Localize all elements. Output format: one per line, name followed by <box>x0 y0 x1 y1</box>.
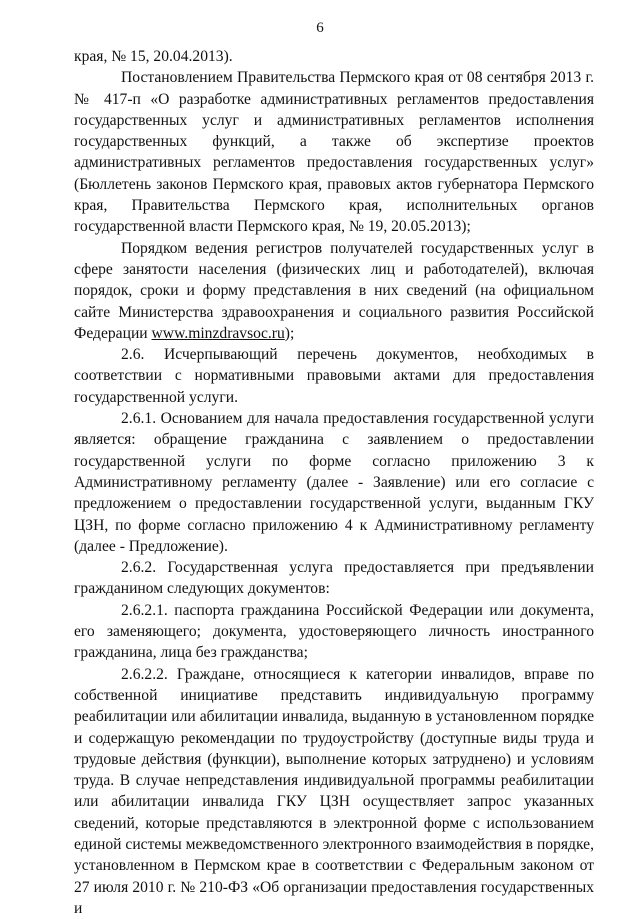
paragraph-registry-end: ); <box>284 324 295 342</box>
paragraph-2-6-2: 2.6.2. Государственная услуга предоставляется при предъявлении гражданином следующих документов: <box>74 559 594 598</box>
paragraph-registry-order <box>74 238 594 344</box>
paragraph-2-6-2-1: 2.6.2.1. паспорта гражданина Российской Федерации или документа, его заменяющего; документа, удостоверяющего личность иностранного гражданина, лица без гражданства; <box>74 601 594 662</box>
document-body <box>74 46 594 919</box>
paragraph-2-6-1: 2.6.1. Основанием для начала предоставления государственной услуги является: обращение гражданина с заявлением о предоставлении государственной услуги по форме согласно приложению 3 к Административному регламенту (далее - Заявление) или его согласие с предложением о предоставлении государственной услуги, выданным ГКУ ЦЗН, по форме согласно приложению 4 к Административному регламенту (далее - Предложение). <box>74 410 594 555</box>
paragraph-resolution-417p: Постановлением Правительства Пермского края от 08 сентября 2013 г. № 417-п «О разработке административных регламентов предоставления государственных услуг и административных регламентов исполнения государственных функций, а также об экспертизе проектов административных регламентов предоставления государственных услуг» (Бюллетень законов Пермского края, правовых актов губернатора Пермского края, Правительства Пермского края, исполнительных органов государственной власти Пермского края, № 19, 20.05.2013); <box>74 69 594 236</box>
paragraph-registry-text: Порядком ведения регистров получателей государственных услуг в сфере занятости населения (физических лиц и работодателей), включая порядок, сроки и форму представления в них сведений (на официальном сайте Министерства здравоохранения и социального развития Российской Федерации <box>74 239 594 342</box>
minzdravsoc-link[interactable]: www.minzdravsoc.ru <box>151 324 285 342</box>
paragraph-2-6-2-2: 2.6.2.2. Граждане, относящиеся к категории инвалидов, вправе по собственной инициативе представить индивидуальную программу реабилитации или абилитации инвалида, выданную в установленном порядке и содержащую рекомендации по трудоустройству (доступные виды труда и трудовые действия (функции), выполнение которых затруднено) и условиям труда. В случае непредставления индивидуальной программы реабилитации или абилитации инвалида ГКУ ЦЗН осуществляет запрос указанных сведений, которые представляются в электронной форме с использованием единой системы межведомственного электронного взаимодействия в порядке, установленном в Пермском крае в соответствии с Федеральным законом от 27 июля 2010 г. № 210-ФЗ «Об организации предоставления государственных и <box>74 665 594 917</box>
paragraph-continuation: края, № 15, 20.04.2013). <box>74 48 233 65</box>
paragraph-2-6: 2.6. Исчерпывающий перечень документов, необходимых в соответствии с нормативными правовыми актами для предоставления государственной услуги. <box>74 346 594 406</box>
page-number: 6 <box>316 20 324 36</box>
